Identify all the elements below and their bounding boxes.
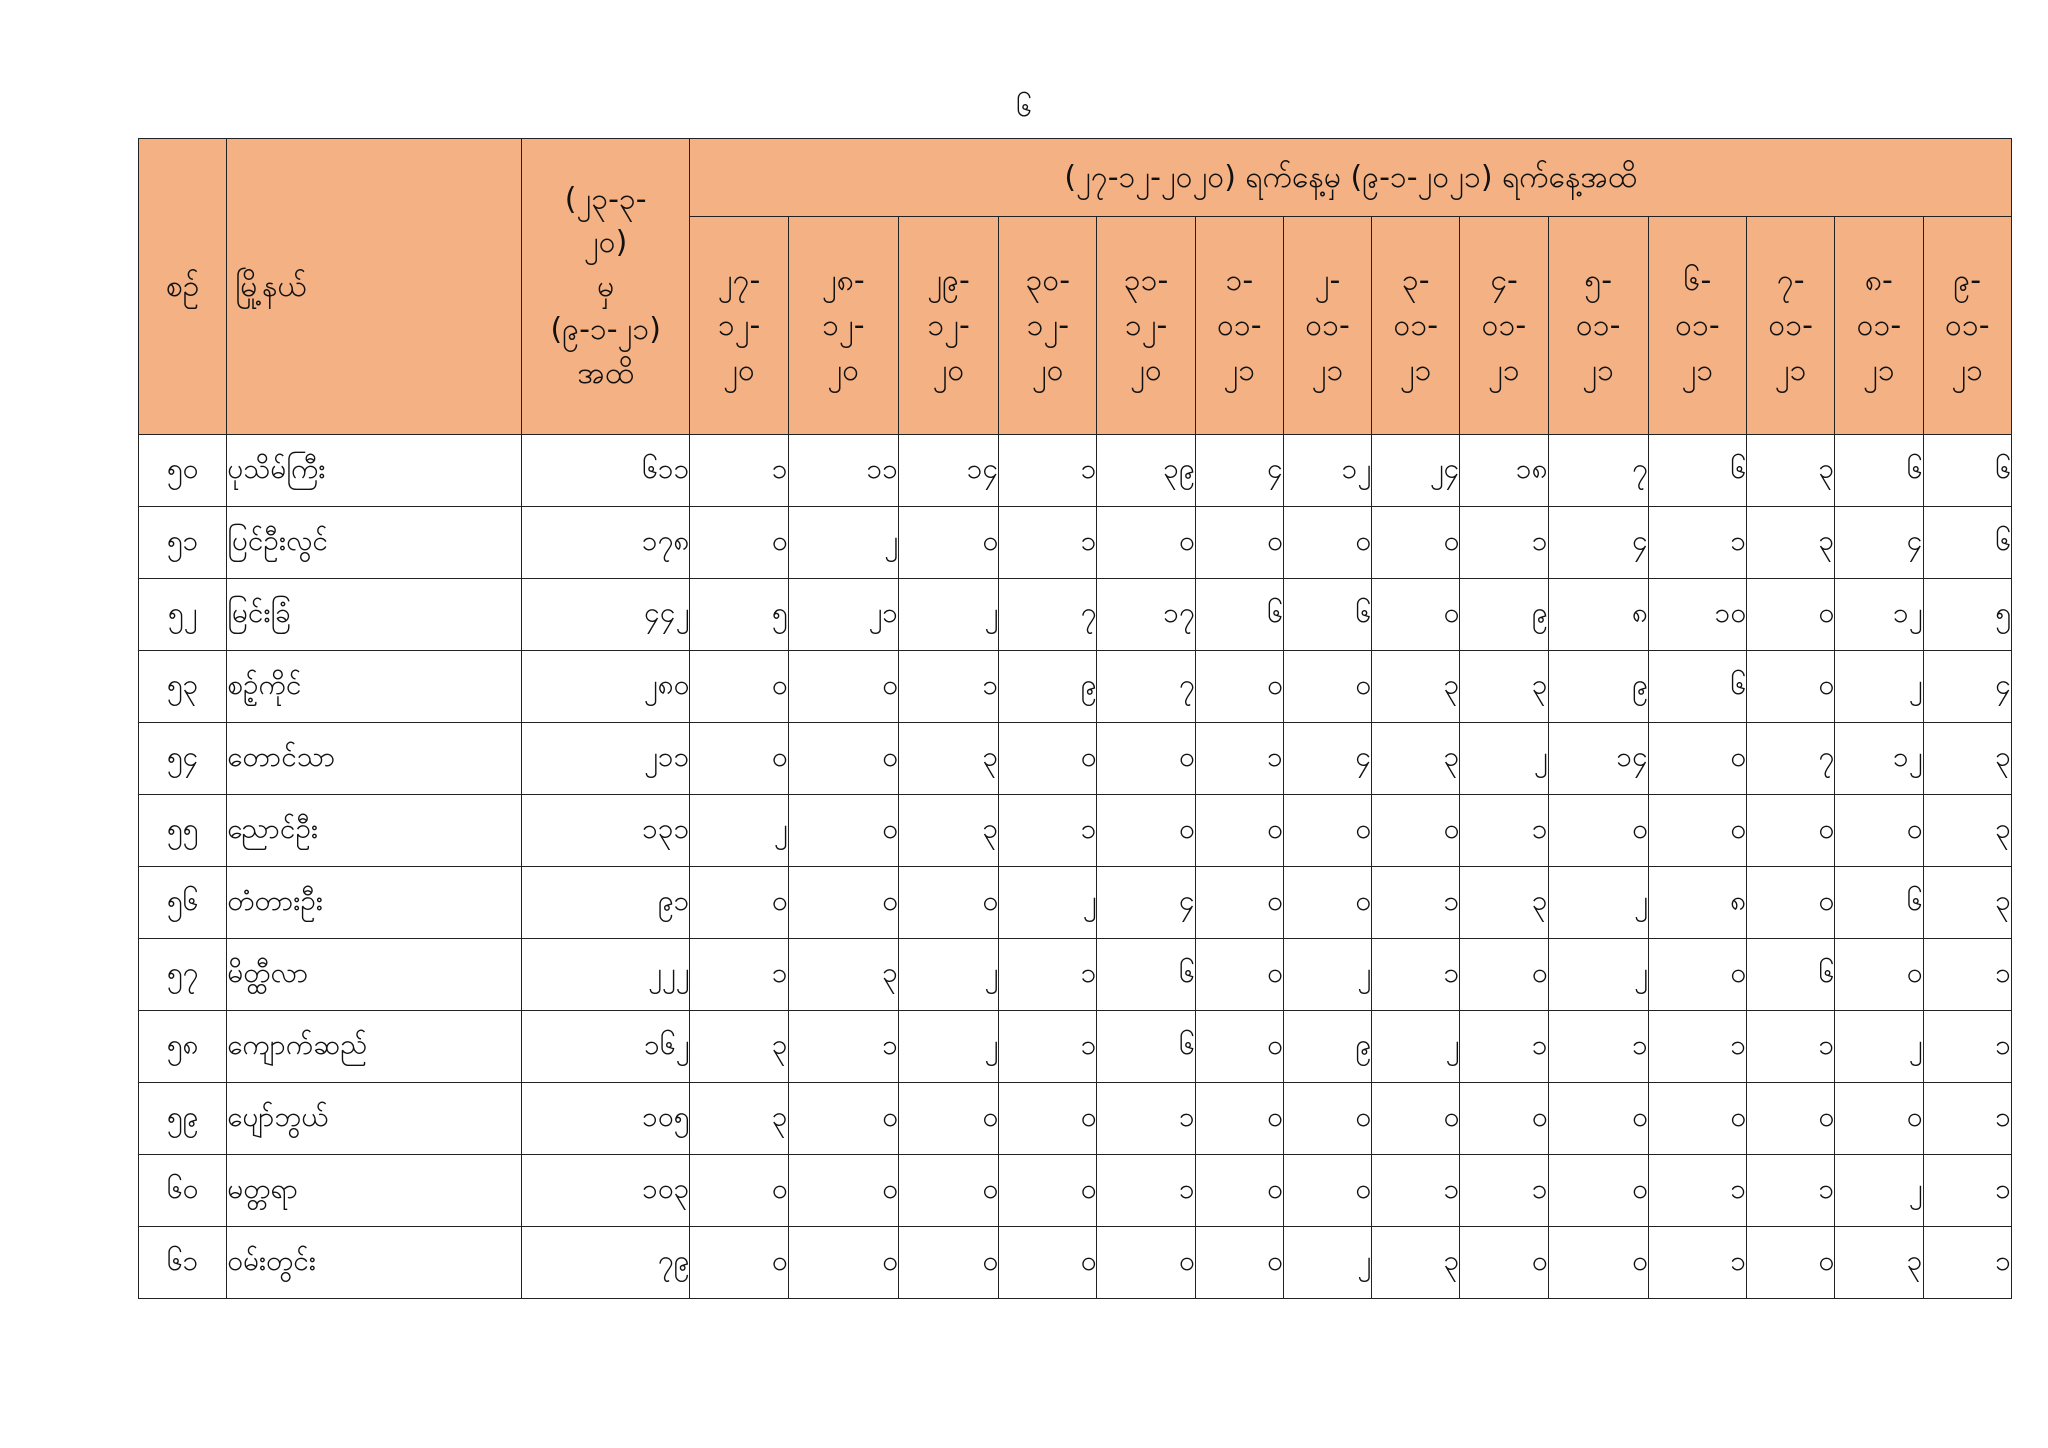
- row-daily-value: ၂: [1460, 723, 1548, 795]
- row-township: ကျောက်ဆည်: [227, 1011, 522, 1083]
- header-serial: စဉ်: [139, 139, 227, 435]
- row-daily-value: ၀: [1747, 651, 1835, 723]
- row-daily-value: ၀: [999, 723, 1097, 795]
- header-date-line: ၀၁-: [1856, 308, 1902, 343]
- header-date: [1548, 217, 1648, 435]
- row-daily-value: ၀: [999, 1155, 1097, 1227]
- table-row: [139, 795, 2012, 867]
- header-total-period: [521, 139, 689, 435]
- row-township: တံတားဦး: [227, 867, 522, 939]
- row-total: ၇၉: [521, 1227, 689, 1299]
- row-daily-value: ၆: [1097, 939, 1195, 1011]
- row-total: ၂၂၂: [521, 939, 689, 1011]
- row-daily-value: ၀: [1097, 1227, 1195, 1299]
- row-daily-value: ၀: [1548, 1227, 1648, 1299]
- header-date-line: ၀၁-: [1393, 308, 1439, 343]
- row-daily-value: ၁: [690, 939, 788, 1011]
- row-daily-value: ၂: [898, 579, 998, 651]
- row-daily-value: ၄: [1195, 435, 1283, 507]
- row-daily-value: ၁: [1372, 867, 1460, 939]
- header-date-line: ၂၀: [1032, 353, 1064, 388]
- row-serial: ၆၀: [139, 1155, 227, 1227]
- row-daily-value: ၁: [999, 435, 1097, 507]
- header-date-line: ၂၁: [1681, 353, 1714, 388]
- row-daily-value: ၀: [1747, 579, 1835, 651]
- row-daily-value: ၁: [1460, 1155, 1548, 1227]
- header-date-line: ၀၁-: [1675, 308, 1720, 343]
- row-daily-value: ၀: [1195, 507, 1283, 579]
- row-daily-value: ၆: [1923, 507, 2011, 579]
- row-daily-value: ၀: [1548, 1083, 1648, 1155]
- row-daily-value: ၀: [1097, 507, 1195, 579]
- row-total: ၁၆၂: [521, 1011, 689, 1083]
- header-date: [1195, 217, 1283, 435]
- header-date-line: ၀၁-: [1481, 308, 1527, 343]
- row-daily-value: ၂: [1835, 651, 1923, 723]
- row-total: ၆၁၁: [521, 435, 689, 507]
- row-daily-value: ၁: [1648, 1011, 1746, 1083]
- row-daily-value: ၀: [788, 867, 898, 939]
- row-township: ညောင်ဦး: [227, 795, 522, 867]
- header-date-line: ၉-: [1953, 263, 1982, 298]
- row-daily-value: ၇: [999, 579, 1097, 651]
- header-date-line: ၃-: [1401, 263, 1430, 298]
- header-date-line: ၁၂-: [927, 308, 970, 343]
- row-total: ၂၁၁: [521, 723, 689, 795]
- row-daily-value: ၁: [1097, 1083, 1195, 1155]
- header-date-line: ၀၁-: [1575, 308, 1621, 343]
- row-daily-value: ၉: [1460, 579, 1548, 651]
- row-daily-value: ၀: [1283, 1083, 1371, 1155]
- row-daily-value: ၂: [898, 939, 998, 1011]
- row-daily-value: ၀: [1283, 795, 1371, 867]
- row-daily-value: ၃: [1923, 795, 2011, 867]
- row-total: ၄၄၂: [521, 579, 689, 651]
- header-date-line: ၂၇-: [717, 263, 761, 298]
- row-daily-value: ၀: [1283, 867, 1371, 939]
- header-date-line: ၂၉-: [927, 263, 970, 298]
- cases-table: [138, 138, 2012, 1299]
- row-total: ၁၃၁: [521, 795, 689, 867]
- header-date-line: ၁၂-: [822, 308, 865, 343]
- row-total: ၁၀၃: [521, 1155, 689, 1227]
- header-date-line: ၁၂-: [1124, 308, 1168, 343]
- row-township: တောင်သာ: [227, 723, 522, 795]
- row-daily-value: ၁: [1648, 507, 1746, 579]
- row-township: မြင်းခြံ: [227, 579, 522, 651]
- row-daily-value: ၀: [788, 795, 898, 867]
- row-daily-value: ၁: [898, 651, 998, 723]
- header-date: [1372, 217, 1460, 435]
- row-daily-value: ၃: [898, 795, 998, 867]
- row-daily-value: ၁: [690, 435, 788, 507]
- header-date-line: ၂၁: [1399, 353, 1432, 388]
- row-daily-value: ၀: [1548, 795, 1648, 867]
- row-daily-value: ၃: [1747, 507, 1835, 579]
- row-daily-value: ၁: [999, 939, 1097, 1011]
- header-date-line: ၂၀: [827, 353, 860, 388]
- row-daily-value: ၅: [690, 579, 788, 651]
- row-daily-value: ၀: [1195, 867, 1283, 939]
- row-daily-value: ၀: [999, 1227, 1097, 1299]
- table-row: [139, 1155, 2012, 1227]
- table-row: [139, 867, 2012, 939]
- row-daily-value: ၉: [1548, 651, 1648, 723]
- row-daily-value: ၄: [1283, 723, 1371, 795]
- row-daily-value: ၁၂: [1283, 435, 1371, 507]
- row-daily-value: ၃: [1372, 723, 1460, 795]
- header-date-line: ၂၀: [932, 353, 965, 388]
- row-daily-value: ၇: [1097, 651, 1195, 723]
- row-daily-value: ၃: [1460, 651, 1548, 723]
- row-daily-value: ၁: [1747, 1011, 1835, 1083]
- row-daily-value: ၀: [898, 1083, 998, 1155]
- row-daily-value: ၆: [1648, 435, 1746, 507]
- header-date-line: ၁၂-: [1026, 308, 1070, 343]
- header-date-line: ၂၀: [723, 353, 755, 388]
- header-date-range: (၂၇-၁၂-၂၀၂၀) ရက်နေ့မှ (၉-၁-၂၀၂၁) ရက်နေ့အထိ: [690, 139, 2012, 217]
- row-daily-value: ၈: [1548, 579, 1648, 651]
- header-date-line: ၂၁: [1311, 353, 1344, 388]
- header-date-line: ၀၁-: [1217, 308, 1262, 343]
- row-daily-value: ၁: [1747, 1155, 1835, 1227]
- row-township: ပျော်ဘွယ်: [227, 1083, 522, 1155]
- row-daily-value: ၀: [999, 1083, 1097, 1155]
- row-daily-value: ၄: [1548, 507, 1648, 579]
- row-daily-value: ၇: [1747, 723, 1835, 795]
- row-daily-value: ၀: [1648, 939, 1746, 1011]
- row-daily-value: ၃၉: [1097, 435, 1195, 507]
- header-date-line: ၂၁: [1488, 353, 1520, 388]
- row-daily-value: ၀: [1460, 939, 1548, 1011]
- row-daily-value: ၂: [999, 867, 1097, 939]
- header-date-line: ၂၁: [1863, 353, 1895, 388]
- row-daily-value: ၀: [1460, 1083, 1548, 1155]
- row-daily-value: ၃: [1460, 867, 1548, 939]
- row-daily-value: ၅: [1923, 579, 2011, 651]
- row-daily-value: ၃: [1835, 1227, 1923, 1299]
- row-daily-value: ၀: [1195, 795, 1283, 867]
- row-daily-value: ၂: [1835, 1011, 1923, 1083]
- header-total-line: အထိ: [577, 355, 634, 391]
- header-date-line: ၂၁: [1951, 353, 1984, 388]
- row-daily-value: ၀: [1195, 939, 1283, 1011]
- header-date: [1835, 217, 1923, 435]
- row-daily-value: ၀: [1195, 651, 1283, 723]
- row-daily-value: ၀: [1835, 1083, 1923, 1155]
- row-serial: ၅၂: [139, 579, 227, 651]
- row-daily-value: ၂: [788, 507, 898, 579]
- row-daily-value: ၄: [1835, 507, 1923, 579]
- row-daily-value: ၀: [690, 507, 788, 579]
- row-daily-value: ၄: [1923, 651, 2011, 723]
- row-daily-value: ၂: [690, 795, 788, 867]
- row-daily-value: ၀: [1195, 1083, 1283, 1155]
- header-date: [1460, 217, 1548, 435]
- row-daily-value: ၁: [1923, 1011, 2011, 1083]
- row-daily-value: ၁၇: [1097, 579, 1195, 651]
- row-daily-value: ၀: [1283, 507, 1371, 579]
- row-daily-value: ၀: [788, 1227, 898, 1299]
- row-daily-value: ၆: [1283, 579, 1371, 651]
- row-daily-value: ၃: [898, 723, 998, 795]
- header-total-line: မှ: [597, 268, 615, 304]
- row-daily-value: ၀: [1835, 795, 1923, 867]
- row-total: ၂၈၀: [521, 651, 689, 723]
- header-date: [898, 217, 998, 435]
- header-date: [1923, 217, 2011, 435]
- header-date-line: ၂၀: [1130, 353, 1162, 388]
- row-daily-value: ၁: [1648, 1155, 1746, 1227]
- row-daily-value: ၁: [1923, 1155, 2011, 1227]
- row-township: ပြင်ဦးလွင်: [227, 507, 522, 579]
- row-total: ၁၀၅: [521, 1083, 689, 1155]
- row-daily-value: ၀: [788, 651, 898, 723]
- row-serial: ၅၃: [139, 651, 227, 723]
- table-row: [139, 435, 2012, 507]
- row-daily-value: ၂: [1283, 939, 1371, 1011]
- row-township: စဉ့်ကိုင်: [227, 651, 522, 723]
- header-date: [1648, 217, 1746, 435]
- row-daily-value: ၃: [1372, 1227, 1460, 1299]
- row-daily-value: ၀: [690, 1227, 788, 1299]
- row-serial: ၅၉: [139, 1083, 227, 1155]
- header-total-line: ၂၀): [584, 225, 628, 261]
- row-daily-value: ၀: [690, 723, 788, 795]
- header-date-line: ၀၁-: [1944, 308, 1990, 343]
- table-row: [139, 939, 2012, 1011]
- row-daily-value: ၆: [1923, 435, 2011, 507]
- header-date: [788, 217, 898, 435]
- row-daily-value: ၀: [788, 1083, 898, 1155]
- row-daily-value: ၀: [690, 651, 788, 723]
- table-row: [139, 1083, 2012, 1155]
- row-daily-value: ၂: [1548, 867, 1648, 939]
- header-date: [1097, 217, 1195, 435]
- row-daily-value: ၀: [1835, 939, 1923, 1011]
- row-serial: ၅၁: [139, 507, 227, 579]
- row-daily-value: ၀: [1372, 579, 1460, 651]
- row-daily-value: ၀: [788, 723, 898, 795]
- row-daily-value: ၀: [690, 1155, 788, 1227]
- row-daily-value: ၁: [1460, 1011, 1548, 1083]
- row-serial: ၅၈: [139, 1011, 227, 1083]
- row-daily-value: ၂၄: [1372, 435, 1460, 507]
- header-date-line: ၇-: [1776, 263, 1805, 298]
- row-daily-value: ၄: [1097, 867, 1195, 939]
- row-daily-value: ၀: [690, 867, 788, 939]
- row-daily-value: ၇: [1548, 435, 1648, 507]
- row-daily-value: ၉: [999, 651, 1097, 723]
- header-date-line: ၂-: [1314, 263, 1341, 298]
- header-date: [690, 217, 788, 435]
- header-date-line: ၀၁-: [1305, 308, 1350, 343]
- row-daily-value: ၀: [1648, 1083, 1746, 1155]
- row-daily-value: ၁: [1372, 939, 1460, 1011]
- row-daily-value: ၁၄: [1548, 723, 1648, 795]
- header-total-line: (၉-၁-၂၁): [550, 312, 661, 348]
- row-daily-value: ၃: [690, 1011, 788, 1083]
- table-row: [139, 579, 2012, 651]
- row-daily-value: ၃: [1923, 723, 2011, 795]
- row-daily-value: ၂: [1372, 1011, 1460, 1083]
- row-daily-value: ၀: [1097, 795, 1195, 867]
- row-daily-value: ၁၂: [1835, 579, 1923, 651]
- row-daily-value: ၂: [1835, 1155, 1923, 1227]
- header-date-line: ၁၂-: [717, 308, 761, 343]
- header-date-line: ၂၈-: [821, 263, 865, 298]
- row-daily-value: ၃: [1923, 867, 2011, 939]
- row-daily-value: ၀: [1747, 1083, 1835, 1155]
- row-daily-value: ၆: [1097, 1011, 1195, 1083]
- row-serial: ၅၄: [139, 723, 227, 795]
- row-township: မိတ္ထီလာ: [227, 939, 522, 1011]
- row-township: မတ္တရာ: [227, 1155, 522, 1227]
- row-daily-value: ၀: [898, 507, 998, 579]
- table-header: [139, 139, 2012, 435]
- header-date-line: ၈-: [1864, 263, 1893, 298]
- row-daily-value: ၁: [1372, 1155, 1460, 1227]
- table-body: [139, 435, 2012, 1299]
- row-daily-value: ၁၁: [788, 435, 898, 507]
- row-daily-value: ၁: [999, 1011, 1097, 1083]
- row-daily-value: ၀: [1372, 795, 1460, 867]
- row-daily-value: ၁၀: [1648, 579, 1746, 651]
- table-row: [139, 651, 2012, 723]
- header-date-line: ၀၁-: [1768, 308, 1813, 343]
- row-daily-value: ၀: [898, 1155, 998, 1227]
- row-daily-value: ၃: [1747, 435, 1835, 507]
- header-township: မြို့နယ်: [227, 139, 522, 435]
- header-date-line: ၃၁-: [1123, 263, 1169, 298]
- row-daily-value: ၀: [1097, 723, 1195, 795]
- table-row: [139, 1011, 2012, 1083]
- header-date-line: ၄-: [1490, 263, 1518, 298]
- row-daily-value: ၀: [1195, 1155, 1283, 1227]
- row-daily-value: ၀: [1747, 1227, 1835, 1299]
- row-daily-value: ၀: [1548, 1155, 1648, 1227]
- header-date: [1747, 217, 1835, 435]
- row-serial: ၅၆: [139, 867, 227, 939]
- row-daily-value: ၂: [1283, 1227, 1371, 1299]
- row-daily-value: ၁၂: [1835, 723, 1923, 795]
- row-daily-value: ၃: [690, 1083, 788, 1155]
- header-date: [1283, 217, 1371, 435]
- row-serial: ၅၅: [139, 795, 227, 867]
- row-daily-value: ၁၄: [898, 435, 998, 507]
- row-daily-value: ၈: [1648, 867, 1746, 939]
- table-row: [139, 1227, 2012, 1299]
- row-daily-value: ၆: [1835, 435, 1923, 507]
- row-daily-value: ၆: [1195, 579, 1283, 651]
- row-daily-value: ၁: [999, 795, 1097, 867]
- row-serial: ၆၁: [139, 1227, 227, 1299]
- row-daily-value: ၁: [1460, 795, 1548, 867]
- table-row: [139, 723, 2012, 795]
- row-daily-value: ၁: [1195, 723, 1283, 795]
- row-daily-value: ၀: [1648, 795, 1746, 867]
- row-daily-value: ၀: [1283, 1155, 1371, 1227]
- header-total-line: (၂၃-၃-: [564, 181, 647, 217]
- row-daily-value: ၃: [1372, 651, 1460, 723]
- row-daily-value: ၀: [1372, 507, 1460, 579]
- row-daily-value: ၁: [1097, 1155, 1195, 1227]
- row-daily-value: ၀: [1648, 723, 1746, 795]
- row-daily-value: ၀: [1460, 1227, 1548, 1299]
- row-daily-value: ၆: [1835, 867, 1923, 939]
- row-daily-value: ၂: [898, 1011, 998, 1083]
- row-total: ၉၁: [521, 867, 689, 939]
- row-township: ပုသိမ်ကြီး: [227, 435, 522, 507]
- row-daily-value: ၆: [1747, 939, 1835, 1011]
- row-township: ဝမ်းတွင်း: [227, 1227, 522, 1299]
- table-row: [139, 507, 2012, 579]
- row-daily-value: ၁: [999, 507, 1097, 579]
- row-daily-value: ၀: [1195, 1011, 1283, 1083]
- row-total: ၁၇၈: [521, 507, 689, 579]
- row-daily-value: ၀: [1195, 1227, 1283, 1299]
- row-daily-value: ၂: [1548, 939, 1648, 1011]
- row-daily-value: ၁၈: [1460, 435, 1548, 507]
- row-daily-value: ၁: [1923, 1227, 2011, 1299]
- header-date-line: ၆-: [1683, 263, 1712, 298]
- header-date-line: ၂၁: [1582, 353, 1615, 388]
- row-daily-value: ၁: [1923, 1083, 2011, 1155]
- page-number: ၆: [1016, 90, 1032, 123]
- row-serial: ၅၇: [139, 939, 227, 1011]
- header-date-line: ၂၁: [1774, 353, 1807, 388]
- header-date: [999, 217, 1097, 435]
- row-daily-value: ၂၁: [788, 579, 898, 651]
- header-date-line: ၂၁: [1223, 353, 1256, 388]
- row-serial: ၅၀: [139, 435, 227, 507]
- row-daily-value: ၁: [1648, 1227, 1746, 1299]
- row-daily-value: ၁: [1923, 939, 2011, 1011]
- row-daily-value: ၀: [898, 1227, 998, 1299]
- row-daily-value: ၃: [788, 939, 898, 1011]
- header-date-line: ၃၀-: [1025, 263, 1071, 298]
- row-daily-value: ၀: [1747, 795, 1835, 867]
- row-daily-value: ၀: [1283, 651, 1371, 723]
- row-daily-value: ၀: [788, 1155, 898, 1227]
- header-date-line: ၅-: [1584, 263, 1613, 298]
- row-daily-value: ၁: [1460, 507, 1548, 579]
- header-date-line: ၁-: [1225, 263, 1254, 298]
- row-daily-value: ၆: [1648, 651, 1746, 723]
- row-daily-value: ၁: [788, 1011, 898, 1083]
- row-daily-value: ၀: [1747, 867, 1835, 939]
- row-daily-value: ၉: [1283, 1011, 1371, 1083]
- row-daily-value: ၀: [898, 867, 998, 939]
- row-daily-value: ၁: [1548, 1011, 1648, 1083]
- row-daily-value: ၀: [1372, 1083, 1460, 1155]
